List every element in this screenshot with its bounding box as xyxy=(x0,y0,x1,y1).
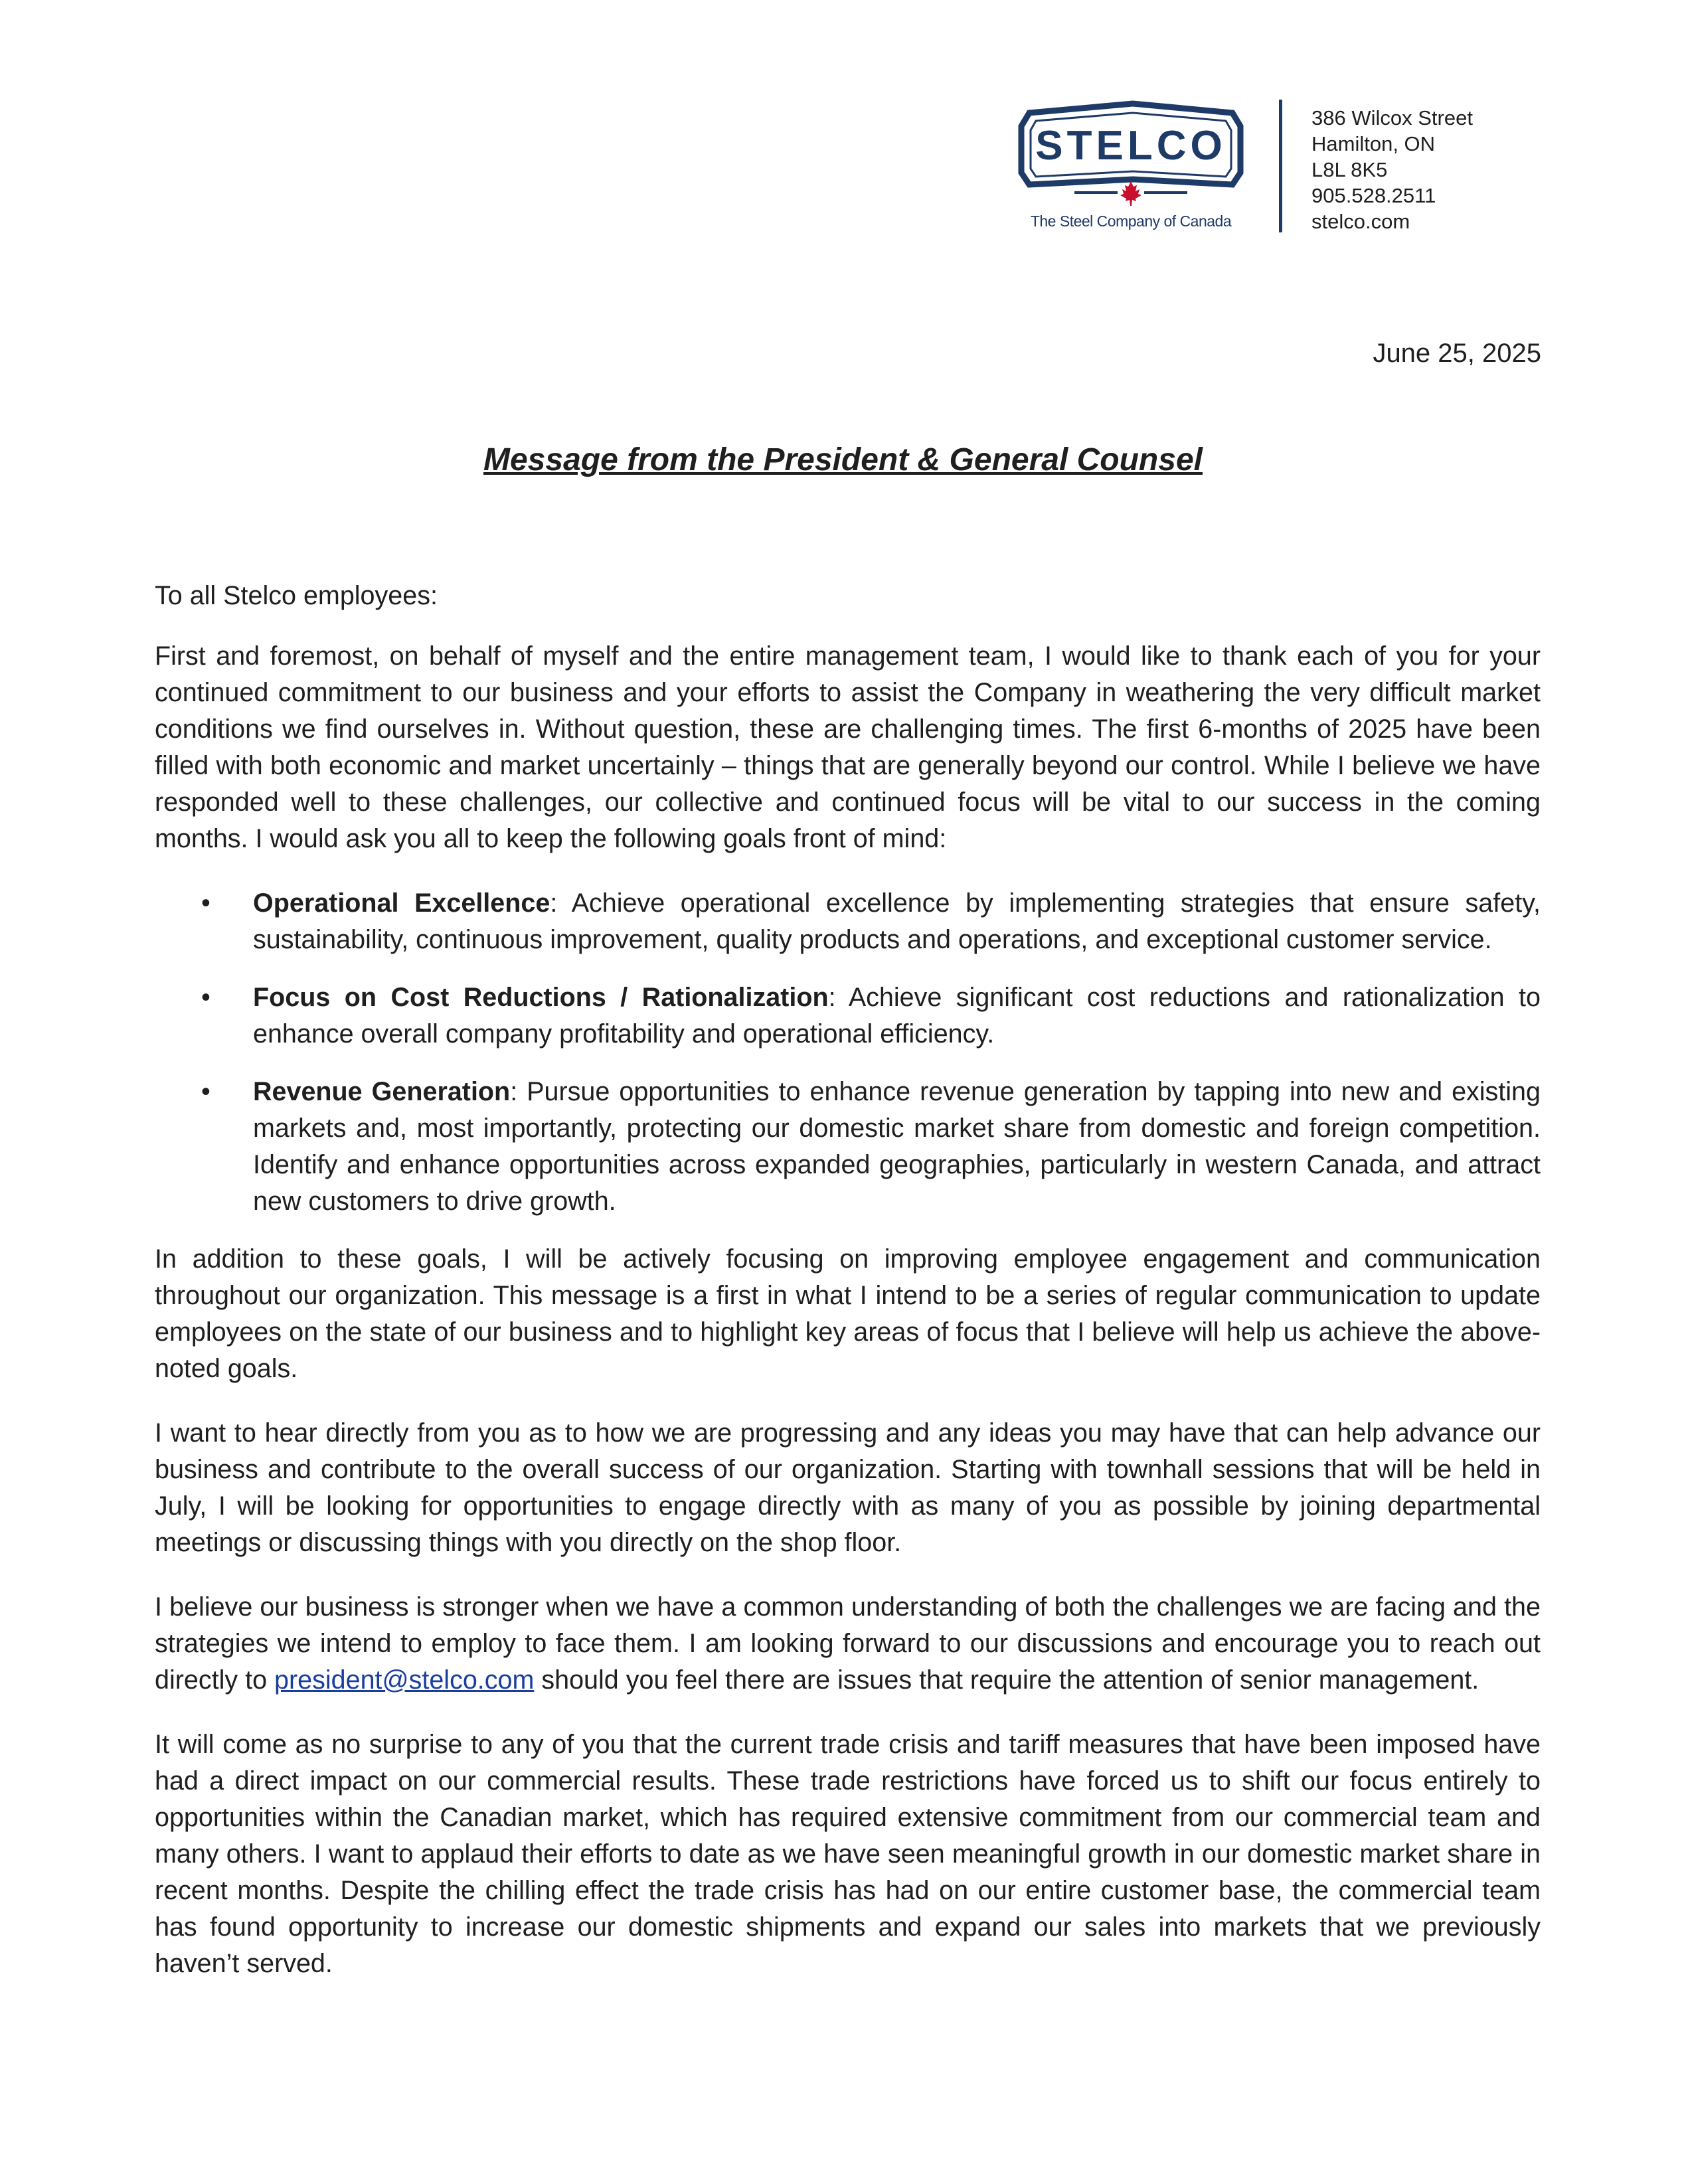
maple-leaf-icon xyxy=(1120,181,1141,206)
letter-body xyxy=(155,578,1541,2010)
trade-paragraph: It will come as no surprise to any of you that the current trade crisis and tariff measures that have been imposed have had a direct impact on our commercial results. These trade restrictions have forced us to shift our focus entirely to opportunities within the Canadian market, which has required extensive commitment from our commercial team and many others. I want to applaud their efforts to date as we have seen meaningful growth in our domestic market share in recent months. Despite the chilling effect the trade crisis has had on our entire customer base, the commercial team has found opportunity to increase our domestic shipments and expand our sales into markets that we previously haven’t served. xyxy=(155,1730,1541,1978)
goal-text: : Pursue opportunities to enhance revenue generation by tapping into new and existing markets and, most importantly, protecting our domestic market share from domestic and foreign competition. Identify and enhance opportunities across expanded geographies, particularly in western Canada, and attract new customers to drive growth. xyxy=(253,1077,1541,1216)
salutation: To all Stelco employees: xyxy=(155,581,438,610)
stelco-logo-badge xyxy=(1015,100,1247,209)
bullet-icon: • xyxy=(201,983,211,1012)
address-street: 386 Wilcox Street xyxy=(1311,106,1473,129)
president-email-link[interactable]: president@stelco.com xyxy=(274,1665,535,1695)
stelco-logo xyxy=(1015,100,1247,239)
goal-text: : Achieve operational excellence by implementing strategies that ensure safety, sustainability, continuous improvement, quality products and operations, and exceptional customer service. xyxy=(253,888,1541,954)
contact-paragraph xyxy=(155,1589,1541,1699)
intro-paragraph: First and foremost, on behalf of myself and the entire management team, I would like to thank each of you for your continued commitment to our business and your efforts to assist the Company in weathering the very difficult market conditions we find ourselves in. Without question, these are challenging times. The first 6-months of 2025 have been filled with both economic and market uncertainly – things that are generally beyond our control. While I believe we have responded well to these challenges, our collective and continued focus will be vital to our success in the coming months. I would ask you all to keep the following goals front of mind: xyxy=(155,641,1541,853)
letter-date: June 25, 2025 xyxy=(1373,339,1541,368)
address-postal-code: L8L 8K5 xyxy=(1311,158,1388,181)
letterhead-divider xyxy=(1279,100,1282,232)
goal-title: Focus on Cost Reductions / Rationalization xyxy=(253,983,829,1012)
address-city: Hamilton, ON xyxy=(1311,132,1436,155)
bullet-icon: • xyxy=(201,888,211,918)
address-website: stelco.com xyxy=(1311,210,1410,233)
bullet-icon: • xyxy=(201,1077,211,1106)
address-phone: 905.528.2511 xyxy=(1311,184,1436,207)
letter-title: Message from the President & General Counsel xyxy=(483,442,1203,477)
contact-text-after: should you feel there are issues that require the attention of senior management. xyxy=(534,1665,1479,1695)
goal-text: : Achieve significant cost reductions and rationalization to enhance overall company profitability and operational efficiency. xyxy=(253,983,1541,1049)
engagement-paragraph: In addition to these goals, I will be actively focusing on improving employee engagement and communication throughout our organization. This message is a first in what I intend to be a series of regular communication to update employees on the state of our business and to highlight key areas of focus that I believe will help us achieve the above-noted goals. xyxy=(155,1244,1541,1383)
goal-title: Revenue Generation xyxy=(253,1077,511,1106)
company-address xyxy=(1311,105,1473,234)
goal-item xyxy=(155,979,1541,1052)
contact-text-before: I believe our business is stronger when we have a common understanding of both the challenges we are facing and the strategies we intend to employ to face them. I am looking forward to our discussions and encourage you to reach out directly to xyxy=(155,1592,1541,1695)
feedback-paragraph: I want to hear directly from you as to how we are progressing and any ideas you may have that can help advance our business and contribute to the overall success of our organization. Starting with townhall sessions that will be held in July, I will be looking for opportunities to engage directly with as many of you as possible by joining departmental meetings or discussing things with you directly on the shop floor. xyxy=(155,1418,1541,1557)
goal-item xyxy=(155,885,1541,958)
goal-item xyxy=(155,1074,1541,1220)
goal-title: Operational Excellence xyxy=(253,888,550,918)
goals-list xyxy=(155,885,1541,1220)
logo-wordmark: STELCO xyxy=(1035,123,1226,169)
logo-tagline: The Steel Company of Canada xyxy=(1030,212,1232,230)
